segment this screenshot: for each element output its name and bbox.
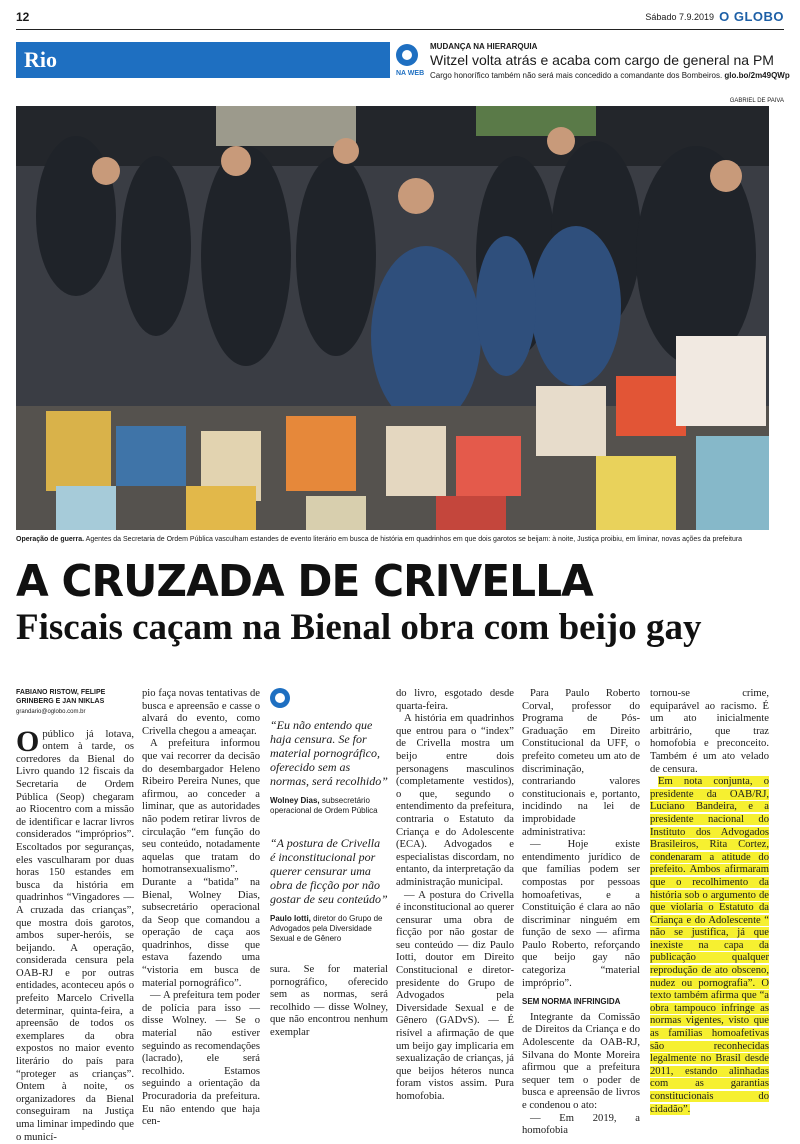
paragraph: Para Paulo Roberto Corval, professor do Programa de Pós-Graduação em Direito Constitucional da UFF, o prefeito cometeu um ato de discriminação, contrariando valores constitucionais e, portanto, incidindo na lei de improbidade administrativa:	[522, 688, 640, 838]
paragraph: A história em quadrinhos que entrou para o “index” de Crivella mostra um beijo entre dois personagens masculinos (completamente vestidos), o que, segundo o entendimento da prefeitura, contraria o Estatuto da Criança e do Adolescente (ECA). Advogados e especialistas discordam, no entanto, da interpretação da administração municipal.	[396, 713, 514, 888]
teaser-subtitle-text: Cargo honorífico também não será mais concedido a comandante dos Bombeiros.	[430, 71, 723, 80]
quote-author-1: Wolney Dias,	[270, 796, 320, 805]
page-header	[16, 8, 784, 30]
issue-date: Sábado 7.9.2019	[645, 12, 714, 22]
highlight-text: Em nota conjunta, o presidente da OAB/RJ, Luciano Bandeira, e a presidente nacional do Instituto dos Advogados Brasileiros, Rita Cortez, condenaram a atitude do prefeito. Ambos afirmaram que o recolhimento da história sob o argumento de que violaria o Estatuto da Criança e do Adolescente “ não se justifica, já que inexiste na capa da publicação qualquer reprodução de ato obsceno, nudez ou pornografia”. O texto também afirma que “a obra tampouco infringe as normas vigentes, visto que as famílias homoafetivas são reconhecidas legalmente no Brasil desde 2011, estando alinhadas com as garantias constitucionais do cidadão”.	[650, 776, 769, 1115]
section-name: Rio	[24, 47, 57, 72]
photo-illustration	[16, 106, 769, 530]
web-label: NA WEB	[396, 70, 425, 77]
teaser-subtitle	[430, 71, 790, 80]
article-column-2	[142, 688, 260, 1129]
quote-attribution-2	[270, 914, 388, 944]
main-photo	[16, 106, 769, 530]
quote-role-2: diretor do Grupo de Advogados pela Diversidade Sexual e de Gênero	[270, 914, 383, 943]
highlighted-paragraph	[650, 776, 769, 1116]
teaser-link[interactable]: glo.bo/2m49QWp	[724, 71, 790, 80]
article-column-4	[396, 688, 514, 1104]
article-column-1	[16, 688, 134, 1144]
quote-icon	[270, 688, 290, 708]
byline-email[interactable]: grandario@oglobo.com.br	[16, 709, 86, 715]
paragraph: sura. Se for material pornográfico, oferecido sem as normas, será recolhido — disse Wolney, que não encontrou nenhum exemplar	[270, 964, 388, 1038]
pull-quote-1: “Eu não entendo que haja censura. Se for material pornográfico, oferecido sem as normas, será recolhido”	[270, 718, 388, 788]
photo-caption	[16, 536, 784, 543]
quote-author-2: Paulo Iotti,	[270, 914, 311, 923]
paragraph: tornou-se crime, equiparável ao racismo. É um ato inicialmente arbitrário, que traz homofobia e preconceito. Também é um ato velado de censura.	[650, 688, 769, 775]
pull-quote-2: “A postura de Crivella é inconstitucional por querer censurar uma obra de ficção por não gostar de seu conteúdo”	[270, 836, 388, 906]
paragraph: Integrante da Comissão de Direitos da Criança e do Adolescente da OAB-RJ, Silvana do Monte Moreira afirmou que a prefeitura sequer tem o poder de busca e apreensão de livros e condenou o ato:	[522, 1011, 640, 1111]
section-subtitle: SEM NORMA INFRINGIDA	[522, 997, 621, 1007]
headline: A CRUZADA DE CRIVELLA	[16, 556, 593, 607]
paragraph: do livro, esgotado desde quarta-feira.	[396, 688, 514, 712]
quote-attribution-1	[270, 796, 388, 816]
byline: FABIANO RISTOW, FELIPE GRINBERG E JAN NIKLAS	[16, 689, 106, 705]
column-3-tail	[270, 964, 388, 1040]
paragraph: — A prefeitura tem poder de polícia para isso — disse Wolney. — Se o material não estiver seguindo as recomendações (lacrado), ele será recolhido. Estamos seguindo a orientação da Procuradoria da prefeitura. Eu não entendo que haja cen-	[142, 990, 260, 1128]
paragraph: pio faça novas tentativas de busca e apreensão e casse o alvará do evento, como Crivella chegou a ameaçar.	[142, 688, 260, 737]
lead-text: público já lotava, ontem à tarde, os corredores da Bienal do Livro quando 12 fiscais da Secretaria de Ordem Pública (Seop) chegaram ao Riocentro com a missão de identificar e lacrar livros considerados “impróprios”. Escoltados por seguranças, eles vasculharam por duas horas 150 estandes em busca da história em quadrinhos “Vingadores — A cruzada das crianças”, que mostra dois garotos, ambos super-heróis, se beijando. A operação, considerada censura pela OAB-RJ e por outras entidades, aconteceu após o prefeito Marcelo Crivella determinar, quinta-feira, a apreensão de todos os exemplares da obra expostos no maior evento literário do país para “proteger as crianças”. Ontem à noite, os organizadores da Bienal conseguiram na Justiça uma liminar impedindo que o municí-	[16, 728, 134, 1143]
quote-column	[270, 688, 388, 1040]
article-column-6	[650, 688, 769, 1116]
page-number: 12	[16, 10, 30, 24]
quote-role-1: subsecretário operacional de Ordem Pública	[270, 796, 378, 815]
paragraph: — Hoje existe entendimento jurídico de que famílias podem ser compostas por pessoas homoafetivas, e a Constituição é clara ao não discriminar ninguém em função de sexo — afirma Paulo Roberto, reforçando que beijo gay não categoriza “material impróprio”.	[522, 839, 640, 989]
photo-credit: GABRIEL DE PAIVA	[729, 98, 784, 104]
lead-paragraph	[16, 724, 134, 1144]
paragraph: — Em 2019, a homofobia	[522, 1112, 640, 1137]
globe-icon	[396, 44, 418, 66]
paragraph: — A postura do Crivella é inconstitucional ao querer censurar uma obra de ficção por não gostar de seu conteúdo — diz Paulo Iotti, doutor em Direito Constitucional e diretor-presidente do Grupo de Advogados pela Diversidade Sexual e de Gênero (GADvS). — É risível a afirmação de que um beijo gay implicaria em sexualização de crianças, já que beijos héteros nunca foram vistos assim. Pura homofobia.	[396, 889, 514, 1102]
paragraph: A prefeitura informou que vai recorrer da decisão do desembargador Heleno Ribeiro Pereira Nunes, que afirmou, ao conceder a liminar, que as autoridades não podem retirar livros de circulação “em função do seu conteúdo, notadamente aquelas que tratam do homotransexualismo”. Durante a “batida” na Bienal, Wolney Dias, subsecretário operacional da Seop que comandou a operação de caça aos quadrinhos, disse que estava fazendo uma “vistoria em busca de material pornográfico”.	[142, 738, 260, 989]
teaser-kicker: MUDANÇA NA HIERARQUIA	[430, 42, 538, 51]
subheadline: Fiscais caçam na Bienal obra com beijo gay	[16, 607, 702, 648]
web-teaser[interactable]	[396, 40, 790, 84]
newspaper-logo: O GLOBO	[719, 9, 784, 24]
teaser-title[interactable]: Witzel volta atrás e acaba com cargo de general na PM	[430, 52, 774, 68]
article-column-5	[522, 688, 640, 1138]
caption-lead: Operação de guerra.	[16, 536, 85, 543]
section-banner	[16, 42, 390, 78]
caption-text: Agentes da Secretaria de Ordem Pública vasculham estandes de evento literário em busca de história em quadrinhos em que dois garotos se beijam: à noite, Justiça proibiu, em liminar, novas ações da prefeitura	[85, 536, 743, 543]
drop-cap: O	[16, 724, 40, 758]
